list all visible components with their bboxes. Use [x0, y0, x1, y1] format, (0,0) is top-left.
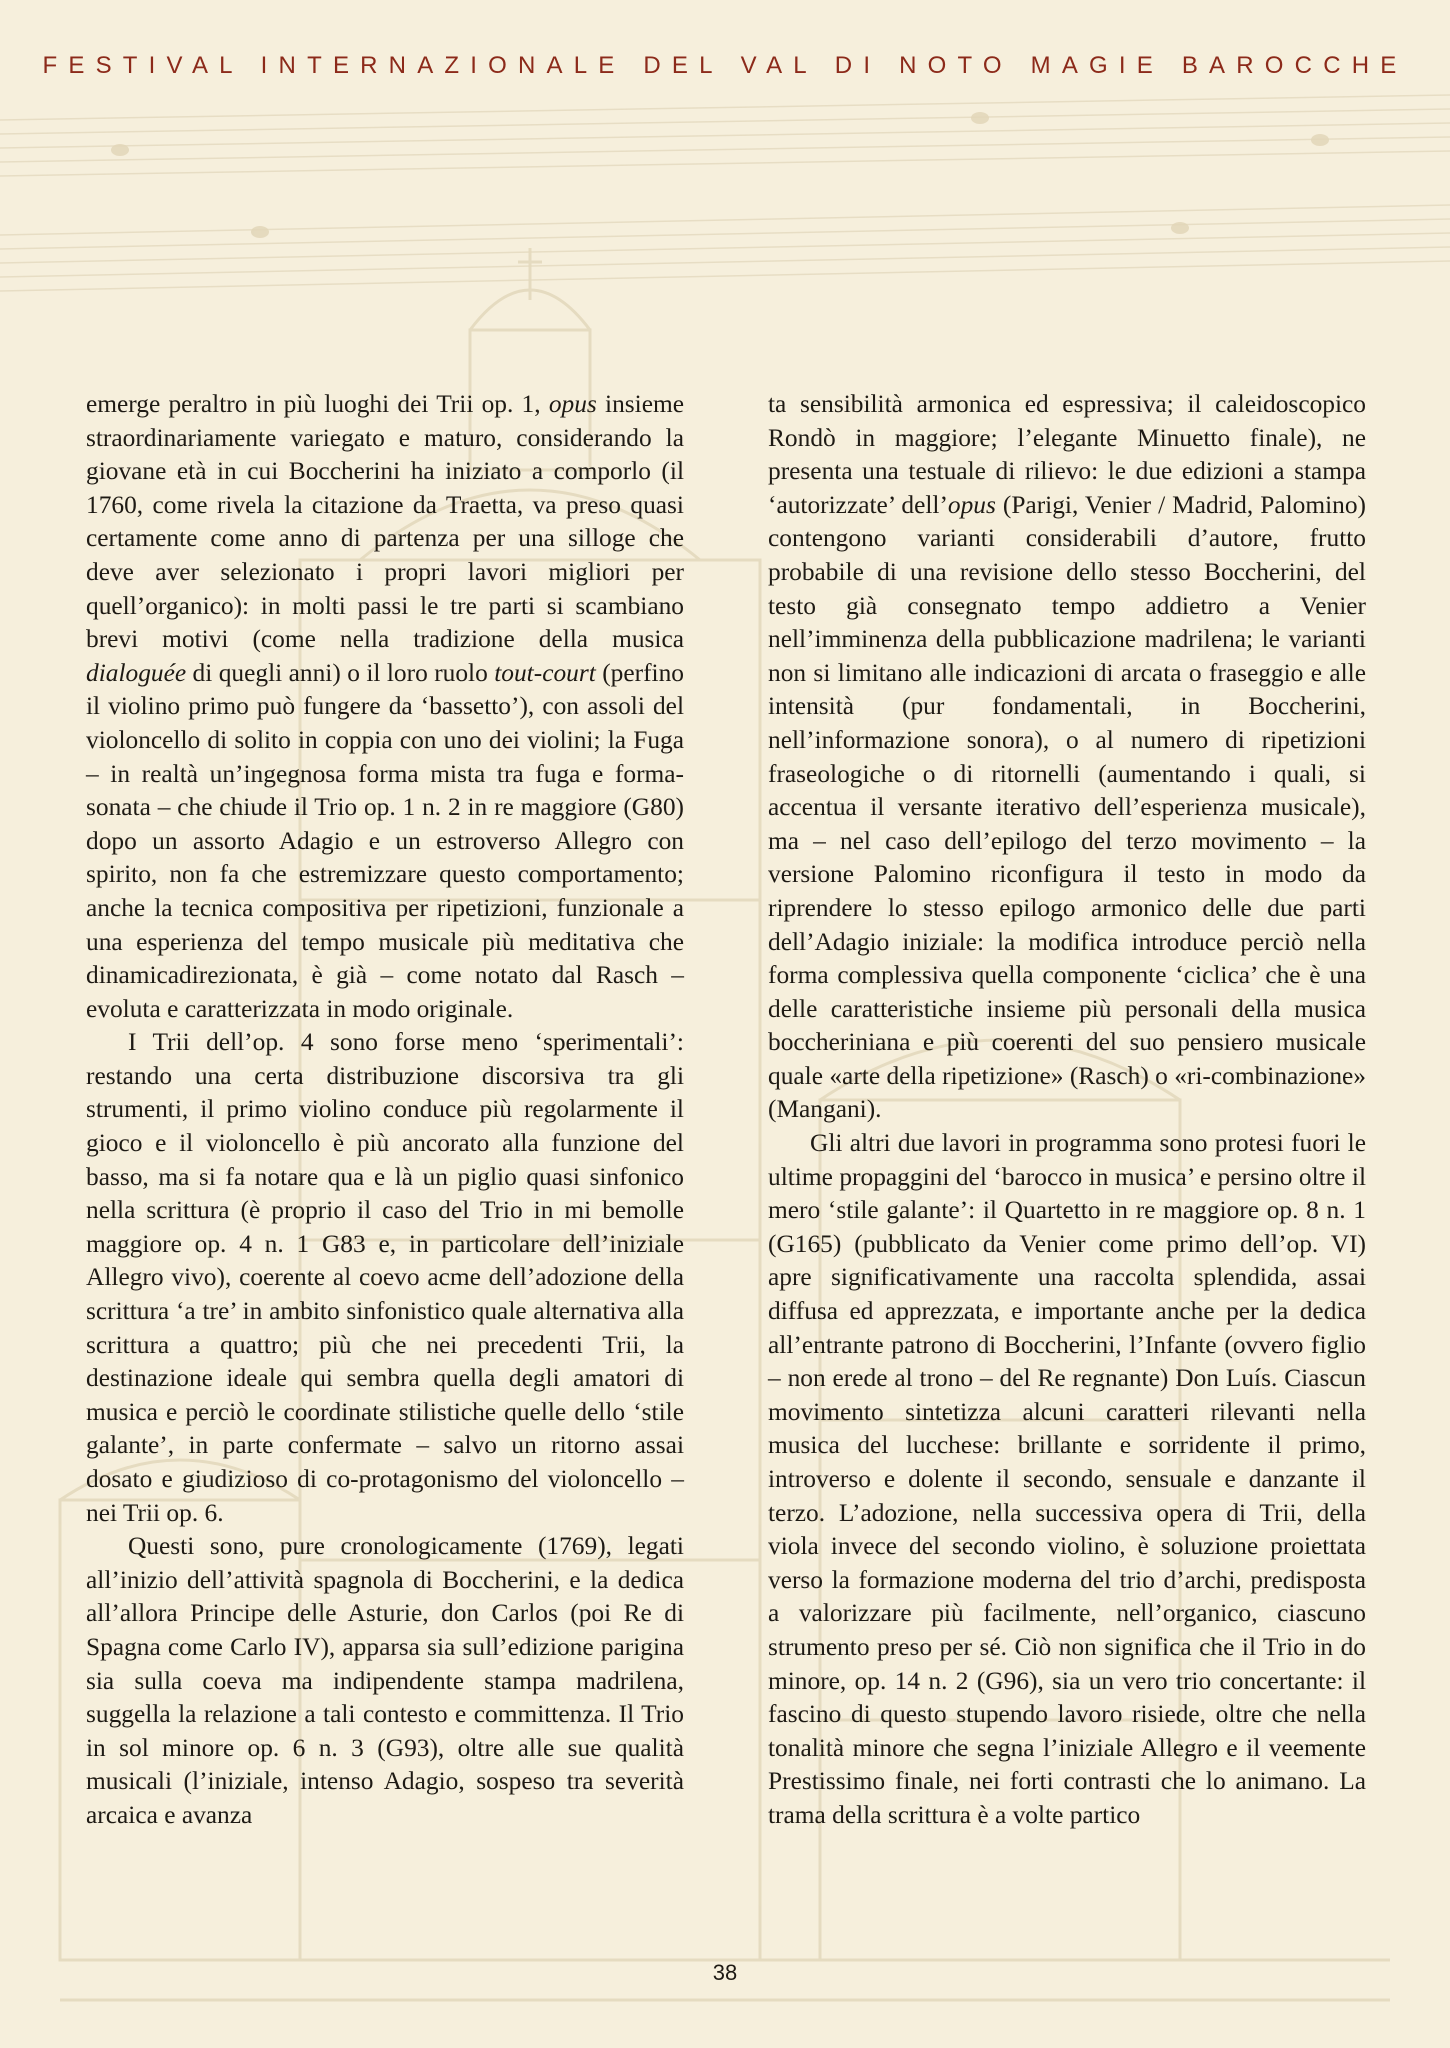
- text-column-left: [86, 388, 684, 1833]
- running-header: FESTIVAL INTERNAZIONALE DEL VAL DI NOTO MAGIE BAROCCHE: [42, 52, 1408, 79]
- page-number: 38: [712, 1960, 738, 1985]
- paragraph: I Trii dell’op. 4 sono forse meno ‘sperimentali’: restando una certa distribuzione discorsiva tra gli strumenti, il primo violino conduce più regolarmente il gioco e il violoncello è più ancorato alla funzione del basso, ma si fa notare qua e là un piglio quasi sinfonico nella scrittura (è proprio il caso del Trio in mi bemolle maggiore op. 4 n. 1 G83 e, in particolare dell’iniziale Allegro vivo), coerente al coevo acme dell’adozione della scrittura ‘a tre’ in ambito sinfonistico quale alternativa alla scrittura a quattro; più che nei precedenti Trii, la destinazione ideale qui sembra quella degli amatori di musica e perciò le coordinate stilistiche quelle dello ‘stile galante’, in parte confermate – salvo un ritorno assai dosato e giudizioso di co-protagonismo del violoncello – nei Trii op. 6.: [86, 1028, 684, 1527]
- paragraph: ta sensibilità armonica ed espressiva; il caleidoscopico Rondò in maggiore; l’elegante Minuetto finale), ne presenta una testuale di rilievo: le due edizioni a stampa ‘autorizzate’ dell’opus (Parigi, Venier / Madrid, Palomino) contengono varianti considerabili d’autore, frutto probabile di una revisione dello stesso Boccherini, del testo già consegnato tempo addietro a Venier nell’imminenza della pubblicazione madrilena; le varianti non si limitano alle indicazioni di arcata o fraseggio e alle intensità (pur fondamentali, in Boccherini, nell’informazione sonora), o al numero di ripetizioni fraseologiche o di ritornelli (aumentando i quali, si accentua il versante iterativo dell’esperienza musicale), ma – nel caso dell’epilogo del terzo movimento – la versione Palomino riconfigura il testo in modo da riprendere lo stesso epilogo armonico delle due parti dell’Adagio iniziale: la modifica introduce perciò nella forma complessiva quella componente ‘ciclica’ che è una delle caratteristiche insieme più personali della musica boccheriniana e più coerenti del suo pensiero musicale quale «arte della ripetizione» (Rasch) o «ri-combinazione» (Mangani).: [768, 390, 1367, 1124]
- paragraph: Questi sono, pure cronologicamente (1769), legati all’inizio dell’attività spagnola di Boccherini, e la dedica all’allora Principe delle Asturie, don Carlos (poi Re di Spagna come Carlo IV), apparsa sia sull’edizione parigina sia sulla coeva ma indipendente stampa madrilena, suggella la relazione a tali contesto e committenza. Il Trio in sol minore op. 6 n. 3 (G93), oltre alle sue qualità musicali (l’iniziale, intenso Adagio, sospeso tra severità arcaica e avanza: [86, 1532, 684, 1829]
- text-column-right: [768, 388, 1366, 1833]
- paragraph: Gli altri due lavori in programma sono protesi fuori le ultime propaggini del ‘barocco in musica’ e persino oltre il mero ‘stile galante’: il Quartetto in re maggiore op. 8 n. 1 (G165) (pubblicato da Venier come primo dell’op. VI) apre significativamente una raccolta splendida, assai diffusa ed apprezzata, e importante anche per la dedica all’entrante patrono di Boccherini, l’Infante (ovvero figlio – non erede al trono – del Re regnante) Don Luís. Ciascun movimento sintetizza alcuni caratteri rilevanti nella musica del lucchese: brillante e sorridente il primo, introverso e dolente il secondo, sensuale e danzante il terzo. L’adozione, nella successiva opera di Trii, della viola invece del secondo violino, è soluzione proiettata verso la formazione moderna del trio d’archi, predisposta a valorizzare più facilmente, nell’organico, ciascuno strumento preso per sé. Ciò non significa che il Trio in do minore, op. 14 n. 2 (G96), sia un vero trio concertante: il fascino di questo stupendo lavoro risiede, oltre che nella tonalità minore che segna l’iniziale Allegro e il veemente Prestissimo finale, nei forti contrasti che lo animano. La trama della scrittura è a volte partico: [768, 1129, 1366, 1829]
- paragraph: emerge peraltro in più luoghi dei Trii op. 1, opus insieme straordinariamente variegato e maturo, considerando la giovane età in cui Boccherini ha iniziato a comporlo (il 1760, come rivela la citazione da Traetta, va preso quasi certamente come anno di partenza per una silloge che deve aver selezionato i propri lavori migliori per quell’organico): in molti passi le tre parti si scambiano brevi motivi (come nella tradizione della musica dialoguée di quegli anni) o il loro ruolo tout-court (perfino il violino primo può fungere da ‘bassetto’), con assoli del violoncello di solito in coppia con uno dei violini; la Fuga – in realtà un’ingegnosa forma mista tra fuga e forma-sonata – che chiude il Trio op. 1 n. 2 in re maggiore (G80) dopo un assorto Adagio e un estroverso Allegro con spirito, non fa che estremizzare questo comportamento; anche la tecnica compositiva per ripetizioni, funzionale a una esperienza del tempo musicale più meditativa che dinamicadirezionata, è già – come notato dal Rasch – evoluta e caratterizzata in modo originale.: [86, 390, 685, 1023]
